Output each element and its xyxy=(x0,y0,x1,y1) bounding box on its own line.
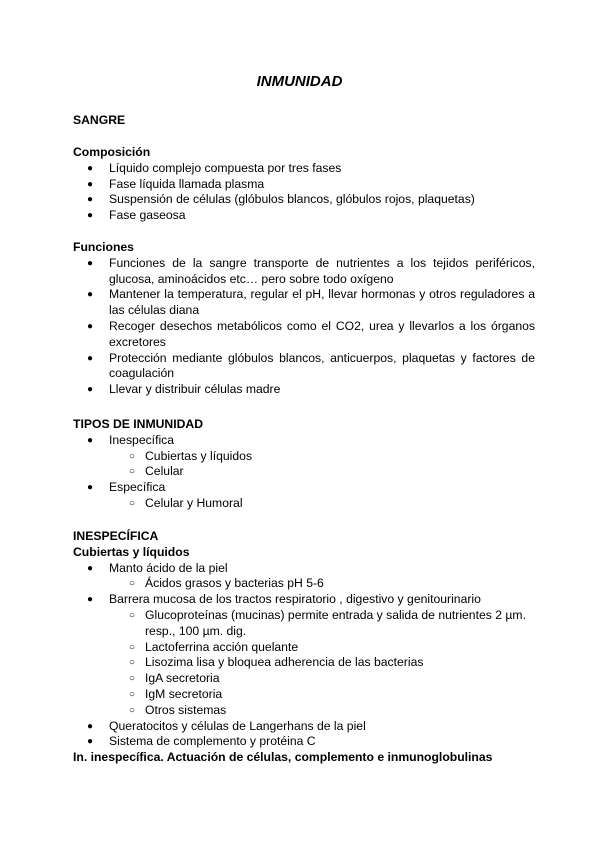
composicion-list xyxy=(73,161,535,224)
list-item: ● Líquido complejo compuesta por tres fases xyxy=(87,160,342,175)
bullet-icon: ● xyxy=(87,320,94,332)
hollow-bullet-icon: ○ xyxy=(129,673,136,685)
bullet-icon: ● xyxy=(87,562,94,574)
hollow-bullet-icon: ○ xyxy=(129,641,136,653)
sublist-item: ○ Cubiertas y líquidos xyxy=(129,448,253,463)
hollow-bullet-icon: ○ xyxy=(129,466,136,478)
section-inespecifica xyxy=(73,529,535,766)
list-item: ● Barrera mucosa de los tractos respiratorio , digestivo y genitourinario ○ Glucoproteínas (mucinas) permite entrada y salida de nutrientes 2 µm. resp., 100 µm. dig. ○ Lactoferrina acción quelante ○ Lisozima lisa y bloquea adherencia de las bacterias ○ IgA secretoria ○ IgM secretoria ○ Otros sistemas xyxy=(73,592,535,718)
hollow-bullet-icon: ○ xyxy=(129,657,136,669)
section-tipos xyxy=(73,417,535,512)
bullet-icon: ● xyxy=(87,594,94,606)
sublist-item: ○ Lactoferrina acción quelante xyxy=(129,639,299,654)
list-item: ● Queratocitos y células de Langerhans de la piel xyxy=(87,718,366,733)
list-item: ● Llevar y distribuir células madre xyxy=(87,382,281,397)
sublist-item: ○ IgM secretoria xyxy=(129,686,223,701)
sublist-item: ○ Lisozima lisa y bloquea adherencia de las bacterias xyxy=(129,655,424,670)
hollow-bullet-icon: ○ xyxy=(129,497,136,509)
footer-heading: In. inespecífica. Actuación de células, complemento e inmunoglobulinas xyxy=(73,750,493,765)
bullet-icon: ● xyxy=(87,257,94,269)
list-item: ● Recoger desechos metabólicos como el CO2, urea y llevarlos a los órganos excretores xyxy=(87,318,535,349)
list-item: ● Manto ácido de la piel ○ Ácidos grasos y bacterias pH 5-6 xyxy=(73,561,535,593)
hollow-bullet-icon: ○ xyxy=(129,578,136,590)
list-item: ● Protección mediante glóbulos blancos, anticuerpos, plaquetas y factores de coagulación xyxy=(87,350,535,381)
bullet-icon: ● xyxy=(87,352,94,364)
bullet-icon: ● xyxy=(87,194,94,206)
section-heading-tipos: TIPOS DE INMUNIDAD xyxy=(73,417,204,431)
bullet-icon: ● xyxy=(87,720,94,732)
sublist-item: ○ IgA secretoria xyxy=(129,671,220,686)
bullet-icon: ● xyxy=(87,482,94,494)
list-item: ● Inespecífica ○ Cubiertas y líquidos ○ Celular xyxy=(73,433,535,480)
bullet-icon: ● xyxy=(87,736,94,748)
list-item: ● Fase líquida llamada plasma xyxy=(87,176,265,191)
hollow-bullet-icon: ○ xyxy=(129,704,136,716)
list-item: ● Funciones de la sangre transporte de nutrientes a los tejidos periféricos, glucosa, aminoácidos etc… pero sobre todo oxígeno xyxy=(87,255,535,286)
sublist xyxy=(109,608,535,719)
sublist-item: ○ Celular xyxy=(129,464,184,479)
bullet-icon: ● xyxy=(87,434,94,446)
inespecifica-list xyxy=(73,561,535,751)
subheading-composicion: Composición xyxy=(73,145,151,159)
bullet-icon: ● xyxy=(87,162,94,174)
hollow-bullet-icon: ○ xyxy=(129,609,136,621)
section-funciones xyxy=(73,240,535,398)
section-sangre xyxy=(73,113,535,129)
funciones-list xyxy=(73,256,535,398)
bullet-icon: ● xyxy=(87,384,94,396)
sublist-item: ○ Celular y Humoral xyxy=(129,495,243,510)
sublist-item: ○ Otros sistemas xyxy=(129,702,227,717)
list-item: ● Mantener la temperatura, regular el pH, llevar hormonas y otros reguladores a las células diana xyxy=(87,287,535,318)
sublist xyxy=(109,449,535,481)
sublist xyxy=(109,496,535,512)
bullet-icon: ● xyxy=(87,210,94,222)
sublist-item: ○ Glucoproteínas (mucinas) permite entrada y salida de nutrientes 2 µm. resp., 100 µm. dig. xyxy=(129,607,526,638)
bullet-icon: ● xyxy=(87,178,94,190)
list-item: ● Suspensión de células (glóbulos blancos, glóbulos rojos, plaquetas) xyxy=(87,192,475,207)
subheading-cubiertas: Cubiertas y líquidos xyxy=(73,544,190,559)
sublist-item: ○ Ácidos grasos y bacterias pH 5-6 xyxy=(129,576,324,591)
bullet-icon: ● xyxy=(87,289,94,301)
sublist xyxy=(109,576,535,592)
hollow-bullet-icon: ○ xyxy=(129,688,136,700)
list-item: ● Sistema de complemento y protéina C xyxy=(87,734,316,749)
section-heading-sangre: SANGRE xyxy=(73,113,126,127)
list-item: ● Fase gaseosa xyxy=(87,208,186,223)
section-heading-inespecifica: INESPECÍFICA xyxy=(73,529,159,543)
page-title: INMUNIDAD xyxy=(256,73,343,90)
list-item: ● Específica ○ Celular y Humoral xyxy=(73,480,535,512)
tipos-list xyxy=(73,433,535,512)
hollow-bullet-icon: ○ xyxy=(129,450,136,462)
section-composicion xyxy=(73,145,535,224)
subheading-funciones: Funciones xyxy=(73,240,134,254)
